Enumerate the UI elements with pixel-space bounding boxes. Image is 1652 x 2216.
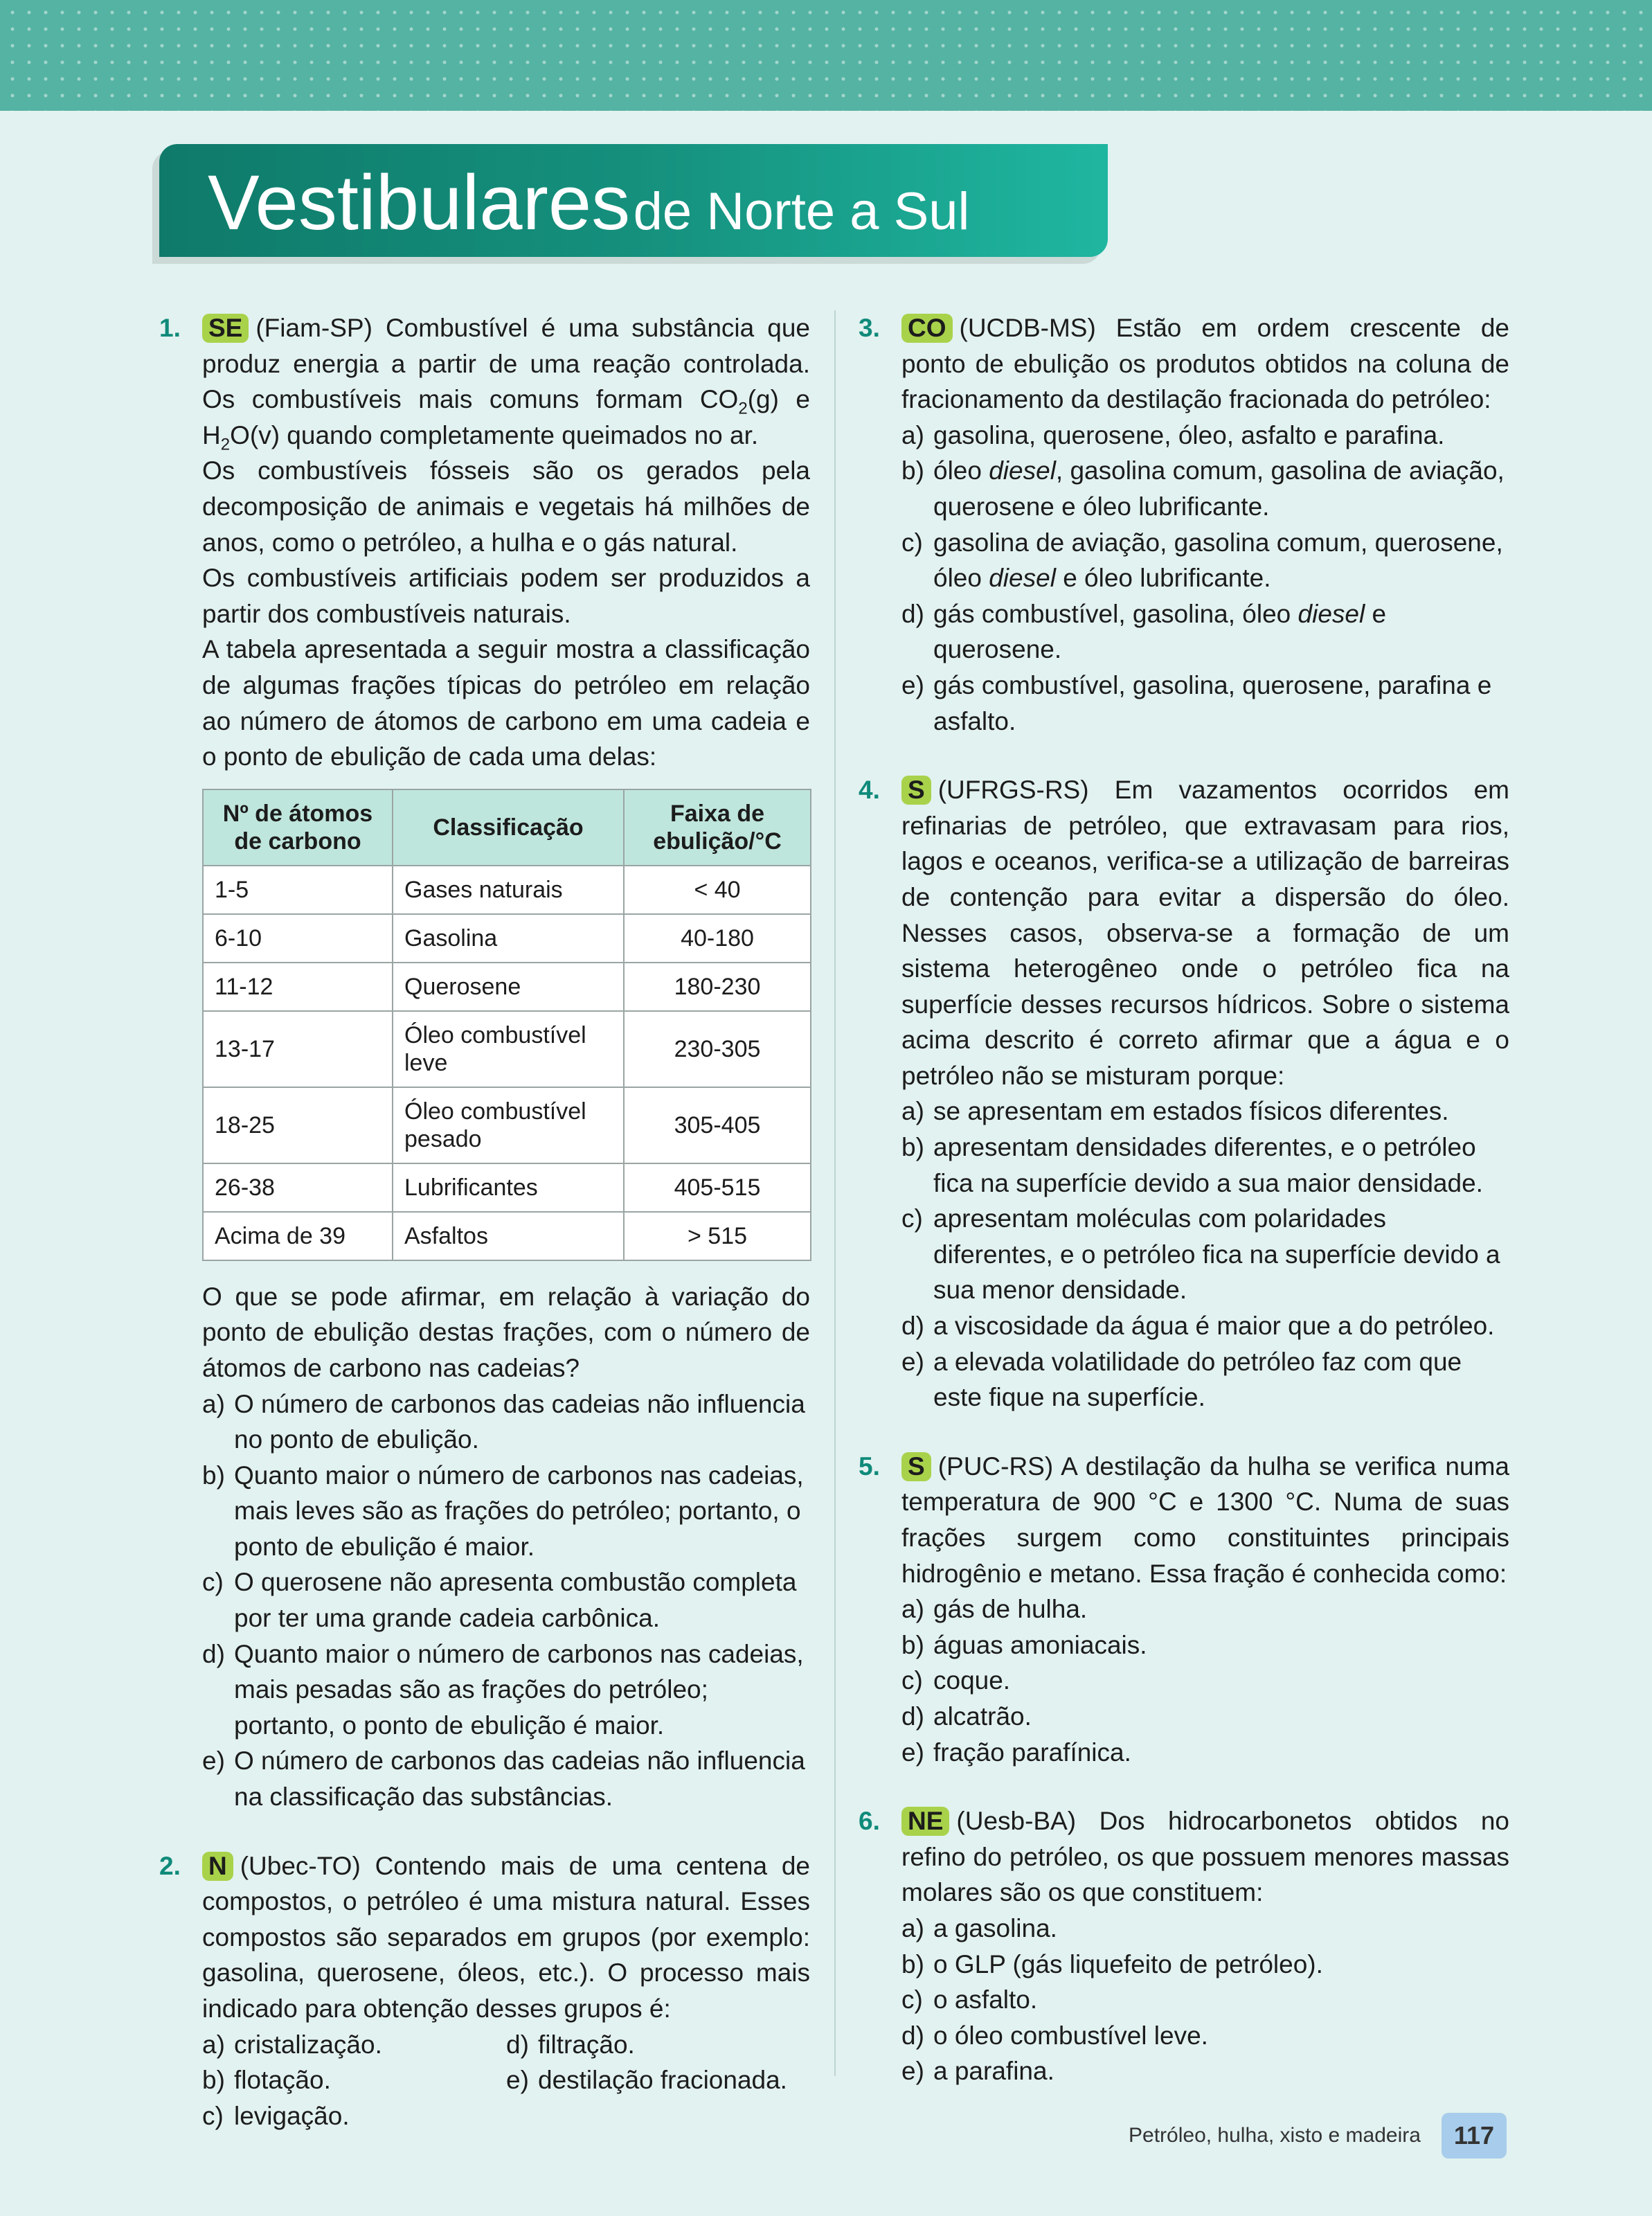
table-cell: 18-25 <box>203 1087 393 1163</box>
answer-option: c) levigação. <box>202 2101 350 2130</box>
region-badge: S <box>901 776 931 805</box>
answer-options <box>202 2027 810 2134</box>
answer-option: d) gás combustível, gasolina, óleo diesel e querosene. <box>901 599 1387 664</box>
question-number: 5. <box>859 1451 880 1481</box>
section-title-main: Vestibulares <box>208 159 631 246</box>
table-row <box>203 866 811 914</box>
answer-option: e) destilação fracionada. <box>506 2066 787 2095</box>
question-source: (Fiam-SP) <box>255 314 372 342</box>
answer-option: d) o óleo combustível leve. <box>901 2021 1208 2050</box>
chapter-title: Petróleo, hulha, xisto e madeira <box>1129 2124 1421 2147</box>
question-source: (Ubec-TO) <box>240 1851 361 1880</box>
question-text: S (UFRGS-RS) Em vazamentos ocorridos em refinarias de petróleo, que extravasam para rios, lagos e oceanos, verifica-se a utilização de barreiras de contenção para evitar a dispersão do óleo. Nesses casos, observa-se a formação de um sistema heterogêneo onde o petróleo fica na superfície desses recursos hídricos. Sobre o sistema acima descrito é correto afirmar que a água e o petróleo não se misturam porque: <box>901 776 1509 1090</box>
question-paragraph: A tabela apresentada a seguir mostra a classificação de algumas frações típicas do petróleo em relação ao número de átomos de carbono em uma cadeia e o ponto de ebulição de cada uma delas: <box>202 635 810 771</box>
question-paragraph: Os combustíveis artificiais podem ser produzidos a partir dos combustíveis naturais. <box>202 564 810 628</box>
question-number: 1. <box>159 314 181 342</box>
table-cell: Óleo combustível leve <box>393 1011 624 1087</box>
answer-option: e) O número de carbonos das cadeias não influencia na classificação das substâncias. <box>202 1746 805 1812</box>
table-cell: 11-12 <box>203 963 393 1011</box>
page-number: 117 <box>1442 2113 1507 2159</box>
question-text: SE (Fiam-SP) Combustível é uma substância que produz energia a partir de uma reação controlada. Os combustíveis mais comuns formam $CO_2(g)$ e $H_2O(v)$ quando completamente queimados no ar. <box>202 314 810 454</box>
table-cell: 305-405 <box>624 1087 811 1163</box>
question-3 <box>859 310 1509 739</box>
answer-option: d) a viscosidade da água é maior que a do petróleo. <box>901 1312 1495 1341</box>
answer-option: a) O número de carbonos das cadeias não influencia no ponto de ebulição. <box>202 1389 805 1454</box>
question-1 <box>159 310 810 1815</box>
table-row <box>203 1011 811 1087</box>
question-text: CO (UCDB-MS) Estão em ordem crescente de ponto de ebulição os produtos obtidos na coluna de fracionamento da destilação fracionada do petróleo: <box>901 314 1509 414</box>
table-cell: Gasolina <box>393 914 624 963</box>
question-4 <box>859 772 1509 1415</box>
answer-option: d) Quanto maior o número de carbonos nas cadeias, mais pesadas são as frações do petróleo; portanto, o ponto de ebulição é maior. <box>202 1639 804 1740</box>
question-number: 2. <box>159 1851 181 1880</box>
answer-option: e) gás combustível, gasolina, querosene, parafina e asfalto. <box>901 670 1492 735</box>
table-row <box>203 1212 811 1260</box>
question-source: (UCDB-MS) <box>959 314 1096 342</box>
question-source: (Uesb-BA) <box>956 1807 1077 1836</box>
table-cell: < 40 <box>624 866 811 914</box>
question-prompt: O que se pode afirmar, em relação à variação do ponto de ebulição destas frações, com o número de átomos de carbono nas cadeias? <box>202 1282 810 1382</box>
question-source: (PUC-RS) <box>937 1451 1054 1481</box>
table-row <box>203 1087 811 1163</box>
table-row <box>203 914 811 963</box>
region-badge: S <box>901 1452 931 1481</box>
table-cell: 13-17 <box>203 1011 393 1087</box>
answer-option: a) se apresentam em estados físicos diferentes. <box>901 1097 1449 1126</box>
answer-option: b) o GLP (gás liquefeito de petróleo). <box>901 1949 1323 1978</box>
answer-option: b) apresentam densidades diferentes, e o petróleo fica na superfície devido a sua maior densidade. <box>901 1133 1483 1197</box>
answer-options <box>901 1911 1509 2089</box>
answer-options <box>901 1093 1509 1415</box>
table-cell: Querosene <box>393 963 624 1011</box>
table-cell: Acima de 39 <box>203 1212 393 1260</box>
table-header-row <box>203 789 811 866</box>
question-text: NE (Uesb-BA) Dos hidrocarbonetos obtidos no refino do petróleo, os que possuem menores massas molares são os que constituem: <box>901 1807 1509 1907</box>
section-title-rest: de Norte a Sul <box>633 182 970 241</box>
table-cell: 405-515 <box>624 1163 811 1212</box>
section-title <box>208 151 969 255</box>
page-footer <box>1129 2112 1507 2159</box>
answer-option: e) a elevada volatilidade do petróleo faz com que este fique na superfície. <box>901 1347 1462 1412</box>
right-column <box>859 310 1509 2123</box>
column-header: Nº de átomos de carbono <box>203 789 393 866</box>
answer-option: c) coque. <box>901 1666 1011 1695</box>
table-row <box>203 1163 811 1212</box>
answer-option: e) fração parafínica. <box>901 1737 1131 1767</box>
top-pattern-band <box>0 0 1652 111</box>
table-cell: 6-10 <box>203 914 393 963</box>
table-cell: 26-38 <box>203 1163 393 1212</box>
table-cell: 180-230 <box>624 963 811 1011</box>
column-header: Faixa de ebulição/°C <box>624 789 811 866</box>
answer-option: b) óleo diesel, gasolina comum, gasolina de aviação, querosene e óleo lubrificante. <box>901 456 1505 521</box>
answer-options <box>202 1386 810 1815</box>
table-cell: Asfaltos <box>393 1212 624 1260</box>
answer-option: a) cristalização. <box>202 2030 382 2059</box>
region-badge: NE <box>901 1807 949 1836</box>
question-text: S (PUC-RS) A destilação da hulha se verifica numa temperatura de 900 °C e 1300 °C. Numa de suas frações surgem como constituintes principais hidrogênio e metano. Essa fração é conhecida como: <box>901 1451 1509 1588</box>
answer-option: b) flotação. <box>202 2066 331 2095</box>
question-text: N (Ubec-TO) Contendo mais de uma centena de compostos, o petróleo é uma mistura natural. Esses compostos são separados em grupos (por exemplo: gasolina, querosene, óleos, etc.). O processo mais indicado para obtenção desses grupos é: <box>202 1851 810 2023</box>
answer-option: e) a parafina. <box>901 2057 1054 2086</box>
answer-option: c) O querosene não apresenta combustão completa por ter uma grande cadeia carbônica. <box>202 1568 797 1633</box>
table-cell: 40-180 <box>624 914 811 963</box>
question-6 <box>859 1803 1509 2089</box>
region-badge: SE <box>202 314 249 343</box>
question-number: 6. <box>859 1807 880 1836</box>
answer-options <box>901 1591 1509 1770</box>
answer-option: c) o asfalto. <box>901 1985 1038 2014</box>
answer-option: b) Quanto maior o número de carbonos nas cadeias, mais leves são as frações do petróleo; portanto, o ponto de ebulição é maior. <box>202 1460 804 1561</box>
question-source: (UFRGS-RS) <box>937 776 1089 805</box>
question-paragraph: Os combustíveis fósseis são os gerados pela decomposição de animais e vegetais há milhões de anos, como o petróleo, a hulha e o gás natural. <box>202 456 810 557</box>
answer-option: c) gasolina de aviação, gasolina comum, querosene, óleo diesel e óleo lubrificante. <box>901 528 1503 593</box>
answer-option: c) apresentam moléculas com polaridades diferentes, e o petróleo fica na superfície devido a sua menor densidade. <box>901 1204 1500 1305</box>
column-divider <box>834 310 836 2076</box>
question-2 <box>159 1848 810 2134</box>
table-cell: Óleo combustível pesado <box>393 1087 624 1163</box>
answer-option: a) a gasolina. <box>901 1913 1057 1942</box>
table-cell: > 515 <box>624 1212 811 1260</box>
table-cell: Gases naturais <box>393 866 624 914</box>
answer-options <box>901 418 1509 739</box>
answer-option: b) águas amoniacais. <box>901 1630 1147 1659</box>
table-cell: 230-305 <box>624 1011 811 1087</box>
table-cell: Lubrificantes <box>393 1163 624 1212</box>
question-5 <box>859 1449 1509 1770</box>
left-column <box>159 310 810 2167</box>
answer-option: d) filtração. <box>506 2030 635 2059</box>
region-badge: N <box>202 1852 233 1881</box>
fractions-table <box>202 789 811 1261</box>
table-row <box>203 963 811 1011</box>
region-badge: CO <box>901 314 953 343</box>
answer-option: a) gasolina, querosene, óleo, asfalto e parafina. <box>901 420 1445 449</box>
answer-option: d) alcatrão. <box>901 1701 1032 1731</box>
question-number: 3. <box>859 314 880 342</box>
table-cell: 1-5 <box>203 866 393 914</box>
column-header: Classificação <box>393 789 624 866</box>
question-number: 4. <box>859 776 880 805</box>
answer-option: a) gás de hulha. <box>901 1595 1088 1624</box>
